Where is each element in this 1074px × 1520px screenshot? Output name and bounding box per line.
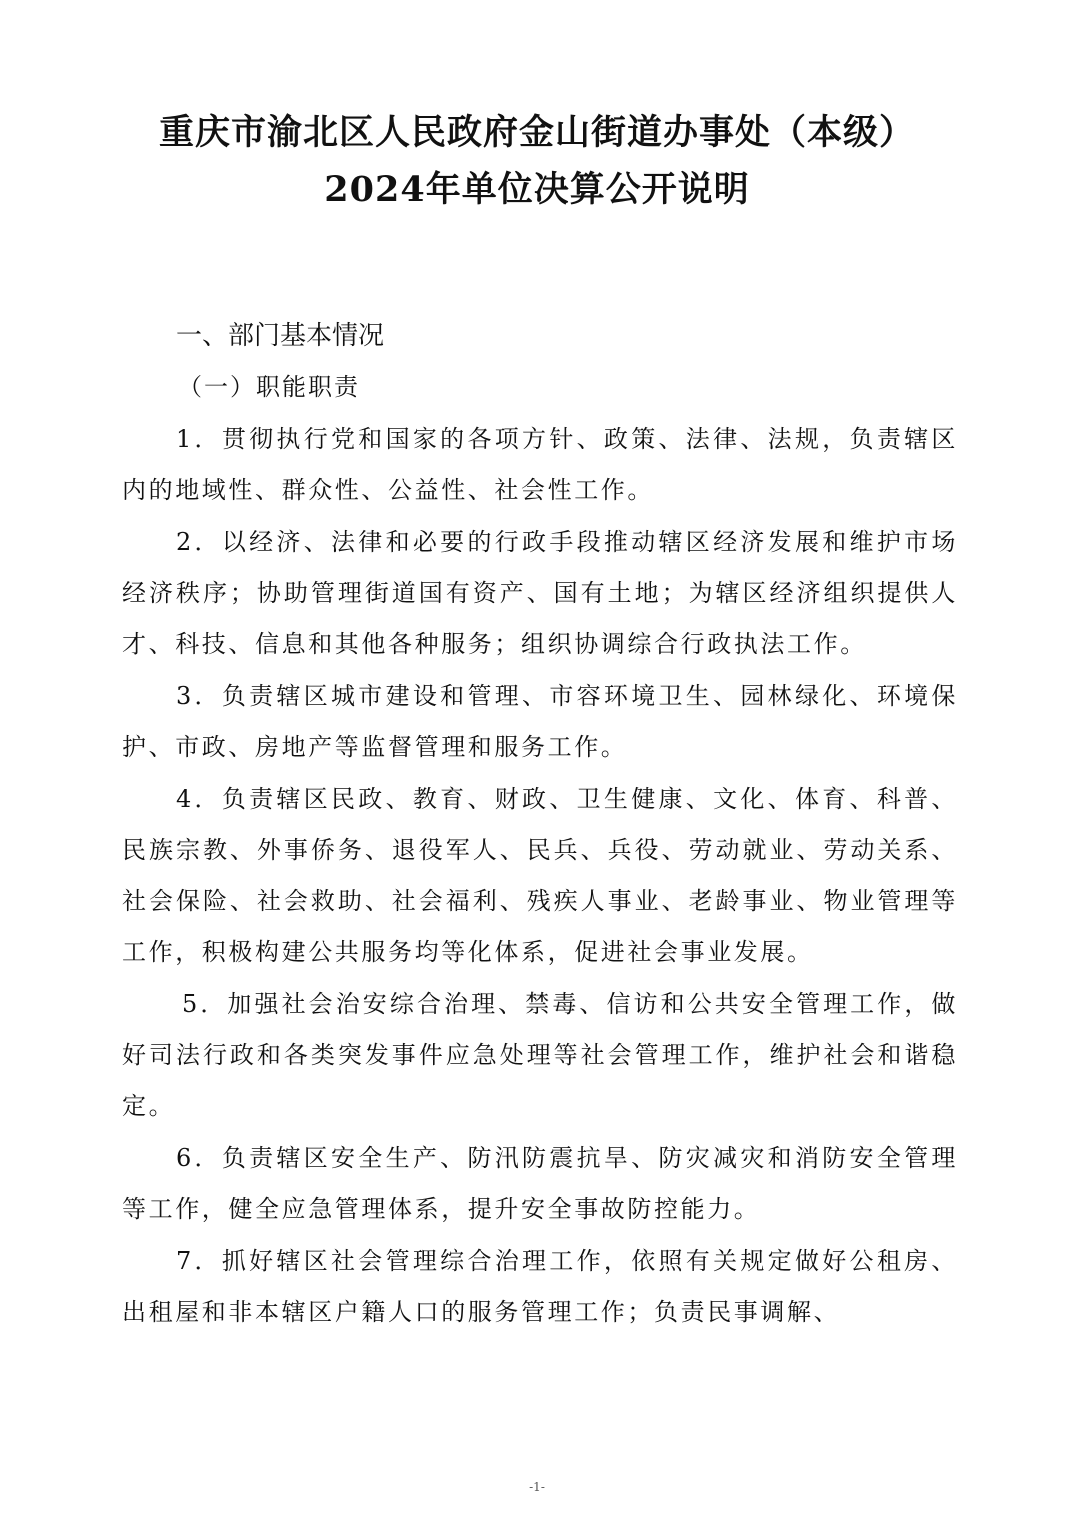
paragraph-3: 3．负责辖区城市建设和管理、市容环境卫生、园林绿化、环境保护、市政、房地产等监督管理和服务工作。 — [122, 682, 958, 761]
document-title — [0, 104, 1074, 218]
title-line-1: 重庆市渝北区人民政府金山街道办事处（本级） — [158, 112, 915, 153]
title-line-2: 2024年单位决算公开说明 — [324, 169, 750, 210]
page-number: -1- — [529, 1480, 545, 1494]
document-body — [122, 312, 958, 1339]
paragraph-6: 6．负责辖区安全生产、防汛防震抗旱、防灾减灾和消防安全管理等工作，健全应急管理体系，提升安全事故防控能力。 — [122, 1144, 958, 1223]
paragraph-7: 7．抓好辖区社会管理综合治理工作，依照有关规定做好公租房、出租屋和非本辖区户籍人口的服务管理工作；负责民事调解、 — [122, 1247, 958, 1326]
section-heading: 一、部门基本情况 — [176, 321, 385, 351]
paragraph-5: 5．加强社会治安综合治理、禁毒、信访和公共安全管理工作，做好司法行政和各类突发事件应急处理等社会管理工作，维护社会和谐稳定。 — [122, 990, 958, 1120]
paragraph-4: 4．负责辖区民政、教育、财政、卫生健康、文化、体育、科普、民族宗教、外事侨务、退役军人、民兵、兵役、劳动就业、劳动关系、社会保险、社会救助、社会福利、残疾人事业、老龄事业、物业管理等工作，积极构建公共服务均等化体系，促进社会事业发展。 — [122, 785, 958, 966]
subsection-heading: （一）职能职责 — [178, 373, 360, 401]
paragraph-2: 2．以经济、法律和必要的行政手段推动辖区经济发展和维护市场经济秩序；协助管理街道国有资产、国有土地；为辖区经济组织提供人才、科技、信息和其他各种服务；组织协调综合行政执法工作。 — [122, 528, 958, 658]
paragraph-1: 1．贯彻执行党和国家的各项方针、政策、法律、法规，负责辖区内的地域性、群众性、公益性、社会性工作。 — [122, 425, 958, 504]
